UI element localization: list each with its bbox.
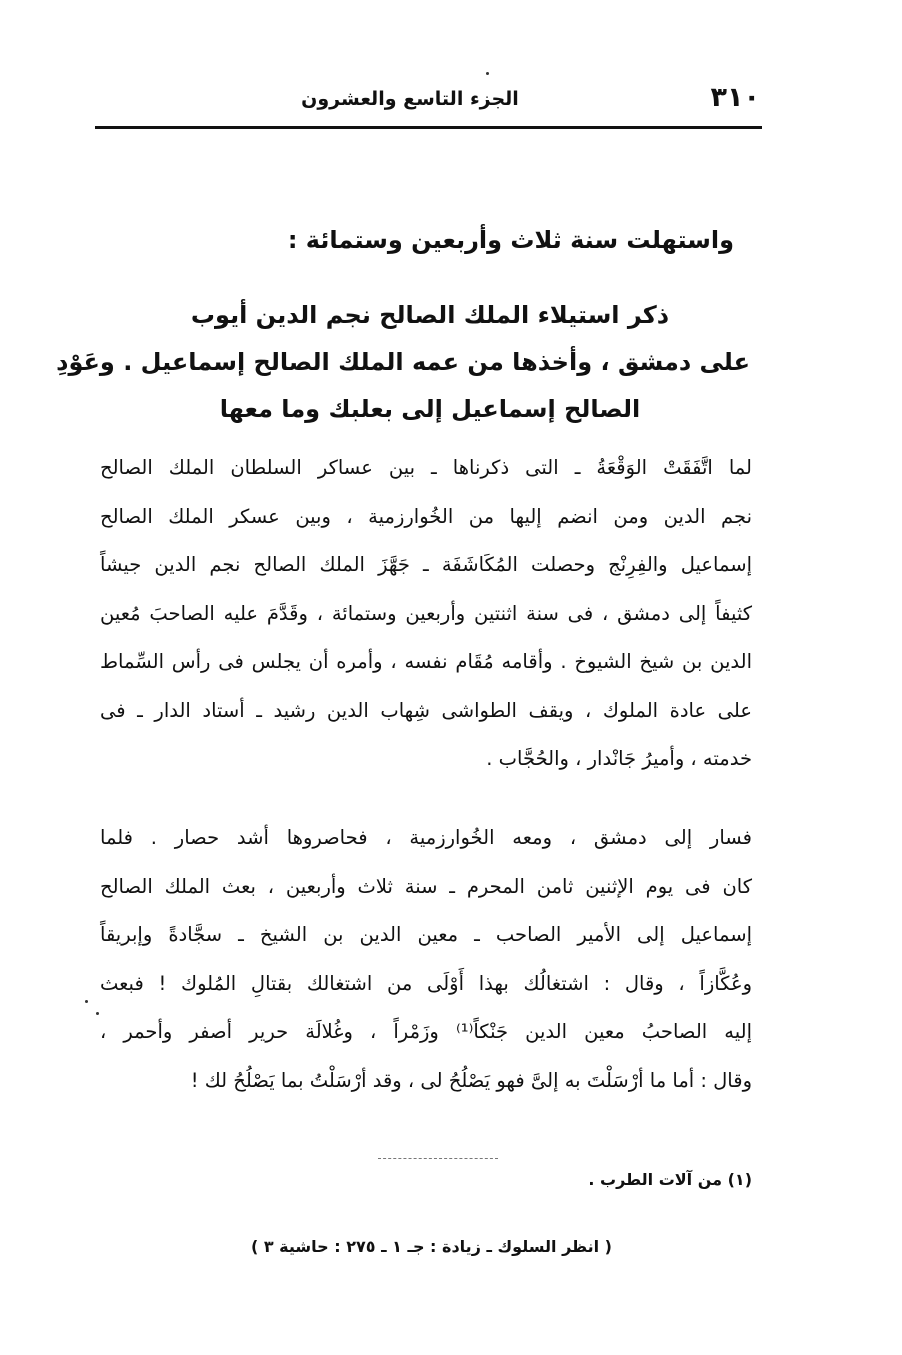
reference-note: ( انظر السلوك ـ زيادة : جـ ١ ـ ٢٧٥ : حاشية ٣ ) (250, 1237, 612, 1256)
section-heading (56, 292, 750, 433)
heading-line: ذكر استيلاء الملك الصالح نجم الدين أيوب (190, 301, 670, 329)
text-line: خدمته ، وأميرُ جَانْدار ، والحُجَّاب . (486, 747, 752, 770)
heading-line: على دمشق ، وأخذها من عمه الملك الصالح إسماعيل . وعَوْدِ (56, 348, 750, 376)
year-line: واستهلت سنة ثلاث وأربعين وستمائة : (287, 226, 734, 254)
page-number: ٣١٠ (710, 82, 760, 113)
heading-line: الصالح إسماعيل إلى بعلبك وما معها (219, 395, 641, 423)
paragraph-1 (100, 444, 752, 784)
scan-speck (85, 1000, 88, 1003)
text-line: وعُكَّازاً ، وقال : اشتغالُك بهذا أَوْلَى من اشتغالك بقتالِ المُلوك ! فبعث (100, 971, 752, 995)
text-line: الدين بن شيخ الشيوخ . وأقامه مُقَام نفسه ، وأمره أن يجلس فى رأس السِّماط (100, 650, 752, 673)
scan-speck (96, 1012, 99, 1015)
scan-speck (486, 72, 489, 75)
text-line: كثيفاً إلى دمشق ، فى سنة اثنتين وأربعين وستمائة ، وقَدَّمَ عليه الصاحبَ مُعين (100, 601, 752, 625)
text-line: إسماعيل والفِرِنْج وحصلت المُكَاشَفَة ـ جَهَّزَ الملك الصالح نجم الدين جيشاً (100, 553, 752, 576)
paragraph-2 (100, 814, 752, 1105)
running-title: الجزء التاسع والعشرون (301, 88, 519, 110)
page-header (95, 78, 760, 118)
footnote-separator (378, 1158, 498, 1159)
text-line: على عادة الملوك ، ويقف الطواشى شِهاب الدين رشيد ـ أستاد الدار ـ فى (100, 698, 752, 722)
text-line: فسار إلى دمشق ، ومعه الخُوارزمية ، فحاصروها أشد حصار . فلما (100, 826, 752, 849)
header-rule (95, 126, 762, 129)
text-line: نجم الدين ومن انضم إليها من الخُوارزمية ، وبين عسكر الملك الصالح (100, 504, 752, 528)
text-line: وقال : أما ما أرْسَلْتَ به إلىَّ فهو يَصْلُحُ لى ، وقد أرْسَلْتُ بما يَصْلُحُ لك ! (190, 1068, 752, 1092)
text-line: لما اتَّفَقَتْ الوَقْعَةُ ـ التى ذكرناها ـ بين عساكر السلطان الملك الصالح (100, 456, 752, 479)
footnote: (١) من آلات الطرب . (588, 1170, 752, 1189)
text-line: إسماعيل إلى الأمير الصاحب ـ معين الدين بن الشيخ ـ سجَّادةً وإبريقاً (100, 923, 752, 946)
text-line: إليه الصاحبُ معين الدين جَنْكاً⁽¹⁾ وزَمْراً ، وغُلالَة حرير أصفر وأحمر ، (100, 1020, 752, 1043)
text-line: كان فى يوم الإثنين ثامن المحرم ـ سنة ثلاث وأربعين ، بعث الملك الصالح (100, 874, 752, 898)
